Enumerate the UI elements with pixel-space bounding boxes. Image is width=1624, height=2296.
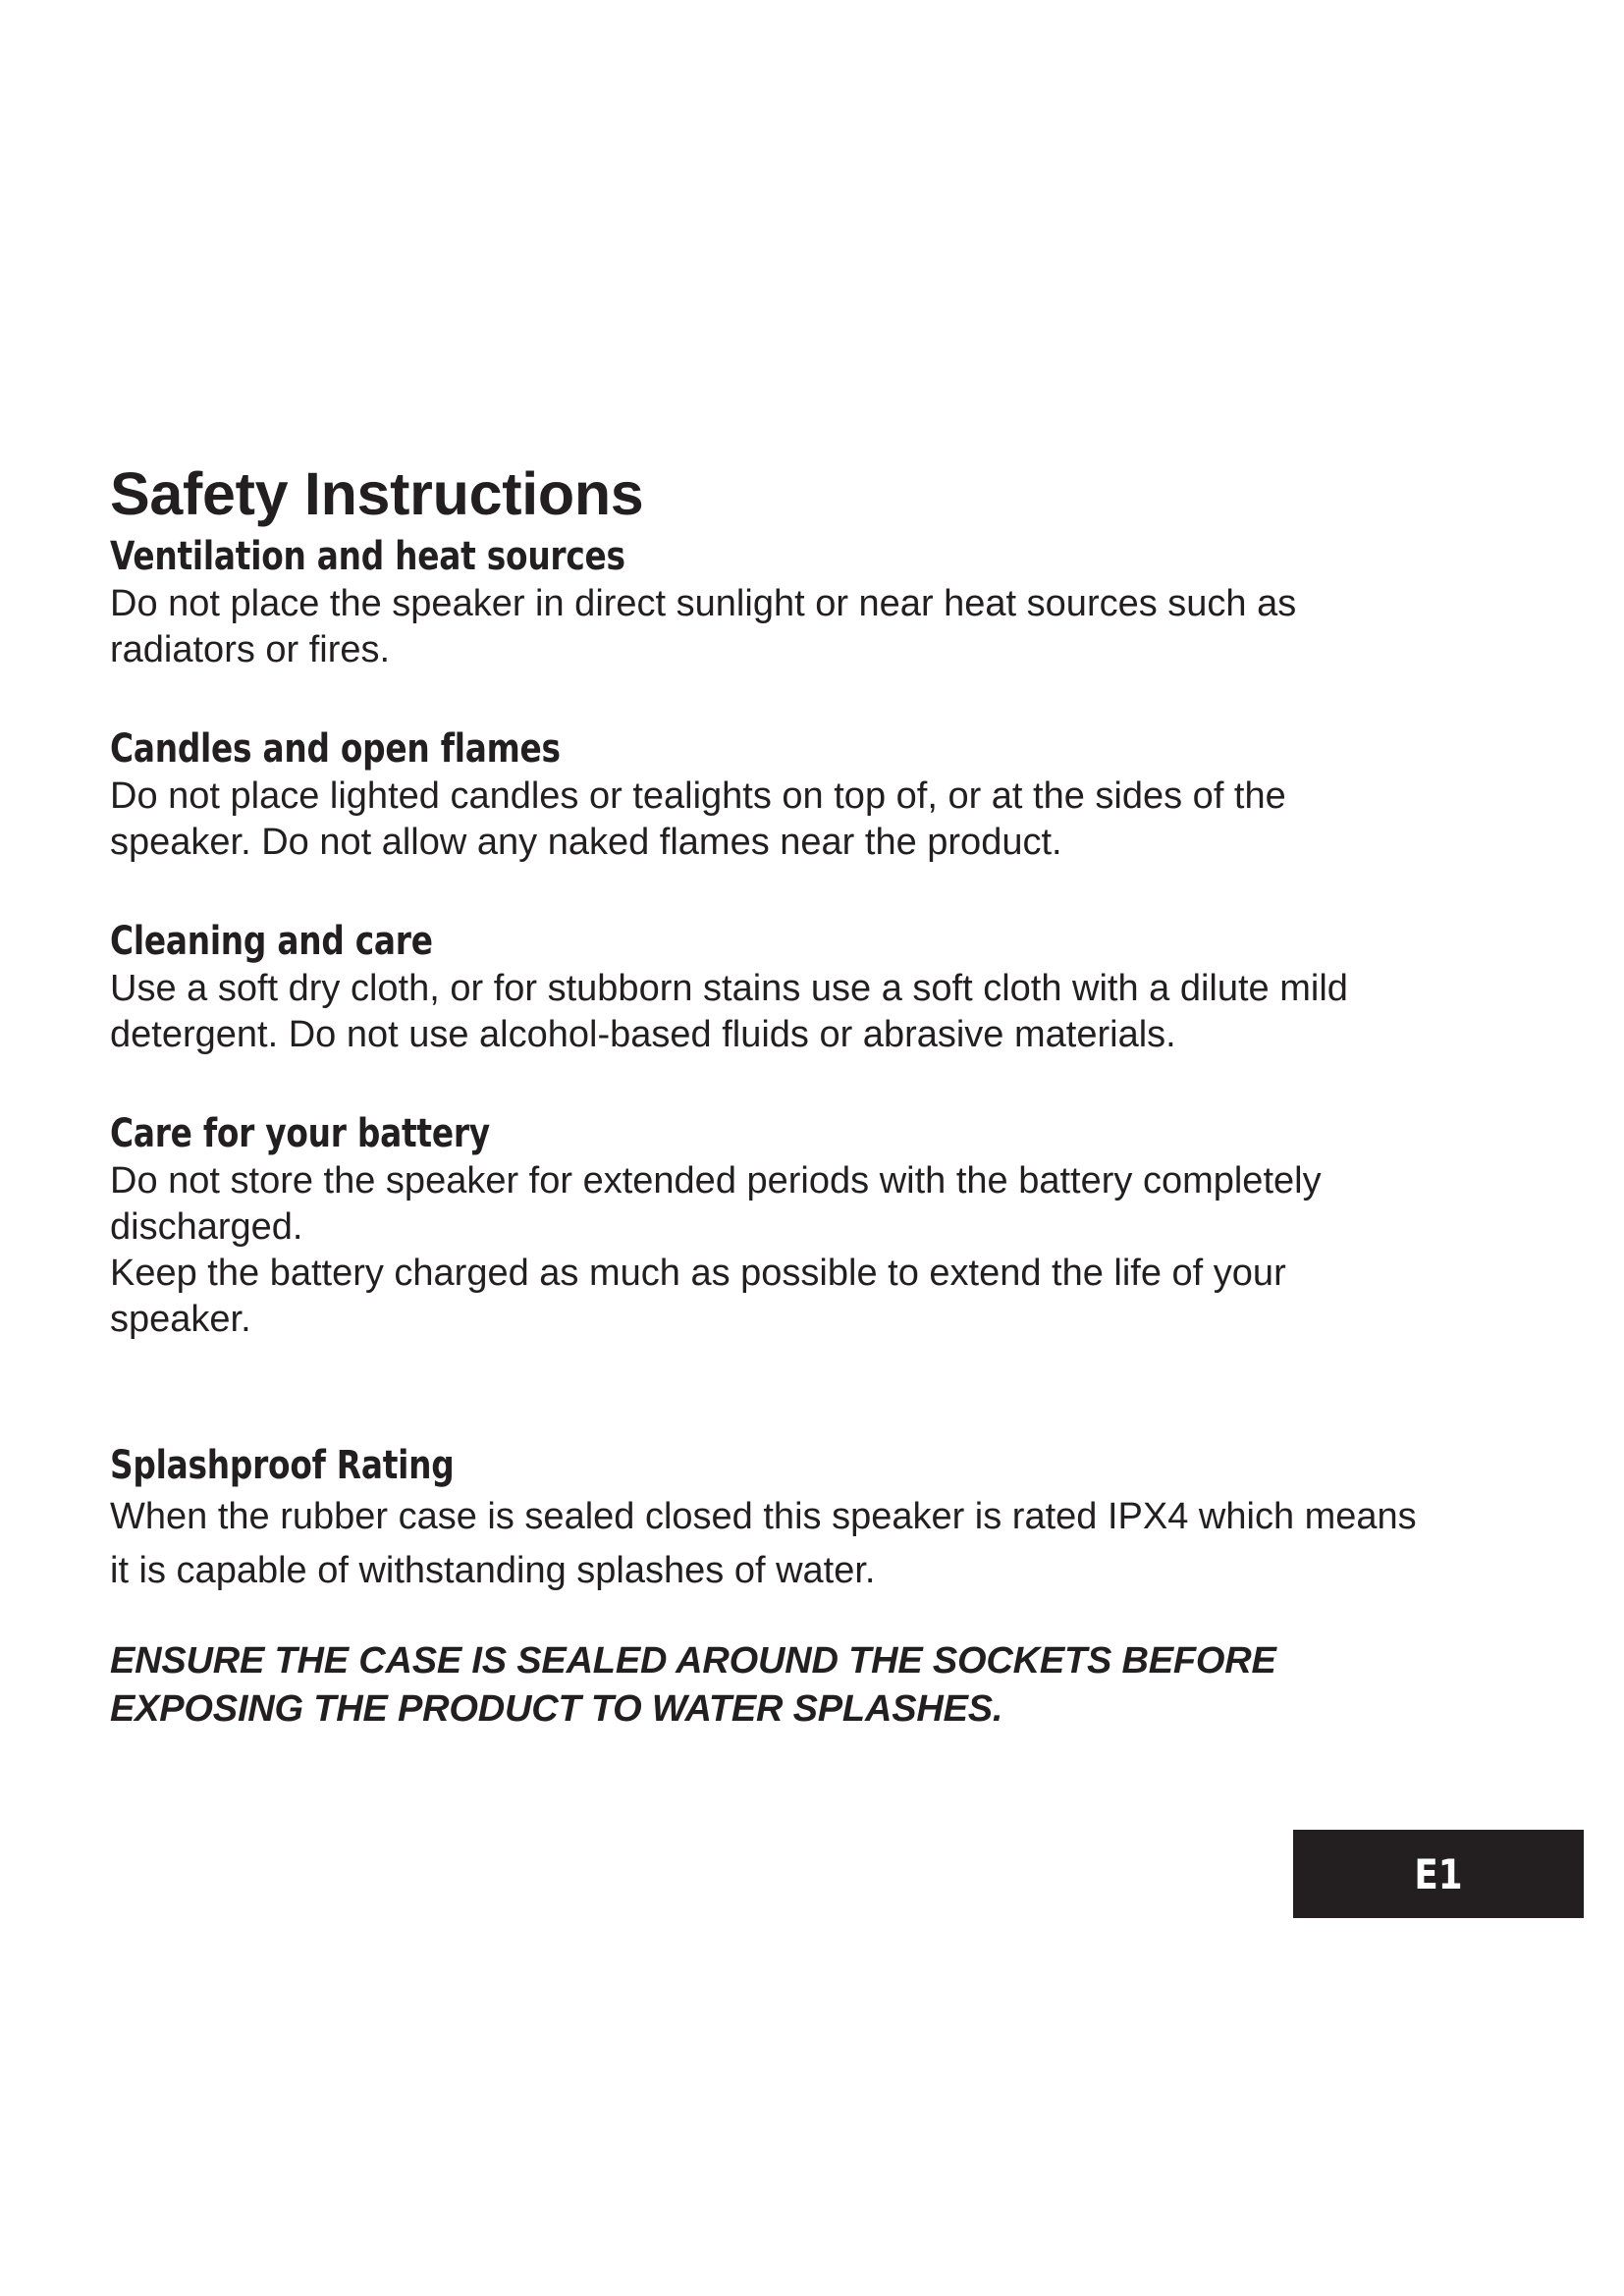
- section-body: [110, 1490, 1543, 1598]
- section-body: [110, 1158, 1543, 1343]
- warning-line: ENSURE THE CASE IS SEALED AROUND THE SOCKETS BEFORE: [110, 1640, 1276, 1682]
- section-battery: [110, 1109, 1543, 1343]
- body-line: radiators or fires.: [110, 629, 391, 670]
- section-heading: Cleaning and care: [110, 919, 433, 964]
- page-content: [110, 459, 1543, 1734]
- body-line: it is capable of withstanding splashes of water.: [110, 1550, 876, 1591]
- body-line: speaker. Do not allow any naked flames near the product.: [110, 822, 1062, 863]
- section-body: [110, 774, 1543, 866]
- warning-notice: [110, 1637, 1543, 1734]
- section-heading: Splashproof Rating: [110, 1443, 455, 1488]
- page-title: Safety Instructions: [110, 460, 644, 527]
- section-body: [110, 581, 1543, 673]
- body-line: When the rubber case is sealed closed this speaker is rated IPX4 which means: [110, 1496, 1417, 1537]
- section-heading: Candles and open flames: [110, 726, 561, 772]
- warning-line: EXPOSING THE PRODUCT TO WATER SPLASHES.: [110, 1688, 1003, 1730]
- body-line: Do not store the speaker for extended periods with the battery completely: [110, 1160, 1322, 1201]
- page-number-badge: [1293, 1830, 1584, 1918]
- section-cleaning: [110, 917, 1543, 1058]
- body-line: Do not place lighted candles or tealights on top of, or at the sides of the: [110, 775, 1286, 817]
- section-heading: Care for your battery: [110, 1111, 490, 1156]
- body-line: detergent. Do not use alcohol-based fluids or abrasive materials.: [110, 1014, 1176, 1055]
- section-candles: [110, 724, 1543, 866]
- section-ventilation: [110, 532, 1543, 673]
- body-line: discharged.: [110, 1206, 303, 1248]
- body-line: Do not place the speaker in direct sunlight or near heat sources such as: [110, 583, 1297, 624]
- body-line: Keep the battery charged as much as possible to extend the life of your: [110, 1253, 1286, 1294]
- section-heading: Ventilation and heat sources: [110, 534, 625, 579]
- section-body: [110, 966, 1543, 1058]
- body-line: Use a soft dry cloth, or for stubborn stains use a soft cloth with a dilute mild: [110, 968, 1348, 1009]
- section-splashproof: [110, 1441, 1543, 1598]
- body-line: speaker.: [110, 1299, 251, 1340]
- page-number-label: E1: [1414, 1849, 1463, 1898]
